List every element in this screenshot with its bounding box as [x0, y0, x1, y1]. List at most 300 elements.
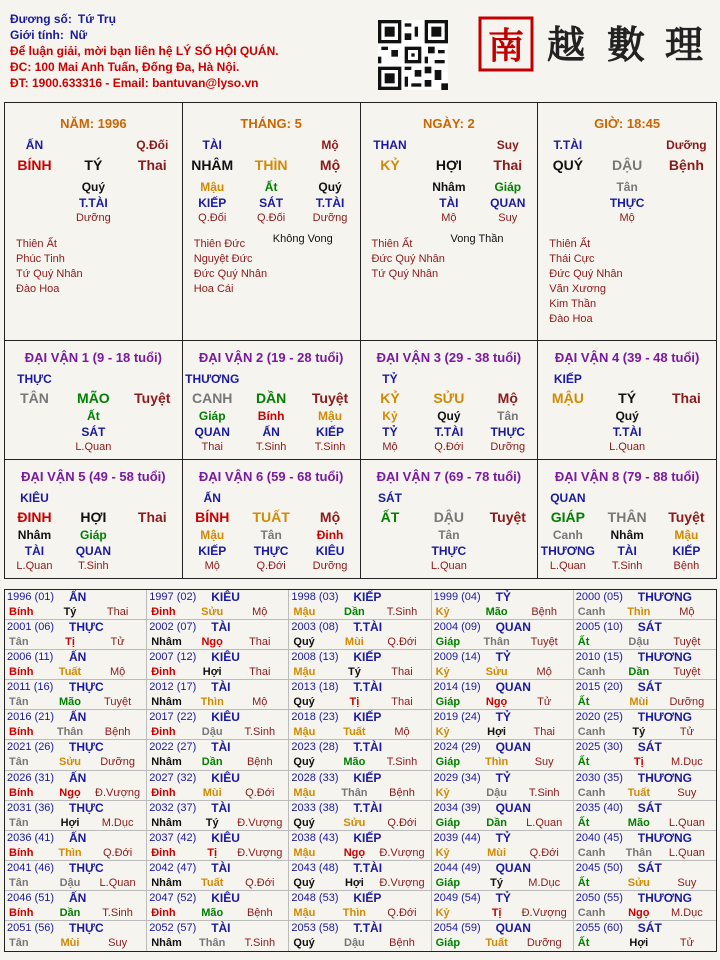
year-phase: Mộ — [109, 666, 126, 679]
year-label: 2022 (27) — [149, 741, 197, 754]
qr-code-icon — [378, 20, 448, 90]
year-stem: Nhâm — [151, 756, 182, 769]
year-label: 2054 (59) — [433, 921, 481, 934]
year-phase: Tuyệt — [673, 666, 701, 679]
year-phase: Đ.Vượng — [521, 906, 567, 919]
pillar-cell: TÀI — [24, 544, 45, 558]
year-label: 2021 (26) — [7, 741, 55, 754]
pillar-row — [5, 559, 182, 573]
stars-list — [361, 237, 538, 282]
year-branch: Sửu — [343, 816, 366, 829]
pillar-cell: THƯƠNG — [185, 372, 240, 386]
year-god: ẤN — [69, 890, 87, 905]
pillar-cell: QUÝ — [552, 157, 584, 173]
year-branch: Tị — [65, 636, 75, 649]
year-cell — [574, 831, 716, 861]
year-god: T.TÀI — [353, 800, 383, 815]
year-stem: Mậu — [293, 906, 316, 919]
year-stem: Nhâm — [151, 696, 182, 709]
pillar-row — [183, 155, 360, 175]
pillar-cell: DẬU — [611, 157, 643, 173]
year-cell — [147, 620, 289, 650]
year-god: TÀI — [211, 860, 231, 875]
year-label: 2005 (10) — [575, 621, 623, 634]
year-god: KIẾP — [353, 590, 382, 604]
dai-van-title: ĐẠI VẬN 8 (79 - 88 tuổi) — [554, 469, 700, 484]
year-cell — [432, 831, 574, 861]
void-star: Không Vong — [272, 233, 333, 245]
year-phase: Thai — [106, 606, 129, 618]
year-god: TỶ — [495, 710, 511, 725]
year-branch: Dậu — [201, 726, 223, 739]
pillar-row — [183, 543, 360, 559]
year-cell — [5, 740, 147, 770]
year-cell — [5, 801, 147, 831]
year-god: THƯƠNG — [637, 770, 692, 785]
year-phase: Đ.Vượng — [237, 816, 283, 829]
pillar-cell: THỰC — [17, 372, 52, 386]
year-cell — [289, 650, 431, 680]
pillar-row — [538, 137, 716, 153]
pillar-row — [5, 195, 182, 211]
year-stem: Nhâm — [151, 876, 182, 889]
year-label: 2048 (53) — [291, 891, 339, 904]
year-branch: Tị — [349, 696, 360, 709]
year-cell — [432, 921, 574, 951]
year-god: KIẾP — [353, 710, 382, 725]
pillar-cell: BÍNH — [17, 157, 52, 173]
stars-list — [183, 237, 360, 297]
pillar-cell — [64, 490, 123, 506]
year-phase: Đ.Vượng — [379, 876, 425, 889]
year-stem: Ất — [577, 756, 590, 769]
star-item: Thiên Đức — [193, 238, 246, 250]
year-god: T.TÀI — [353, 620, 383, 635]
year-stem: Giáp — [435, 696, 461, 709]
year-stem: Giáp — [435, 816, 461, 829]
pillar-cell — [123, 559, 182, 573]
logo-char-2: 越 — [546, 22, 586, 67]
pillar-cell: NHÂM — [191, 157, 234, 173]
pillar-cell: GIÁP — [550, 509, 585, 525]
year-branch: Mão — [485, 606, 508, 618]
year-god: TÀI — [211, 800, 231, 815]
pillar-cell — [657, 408, 716, 424]
pillar-row — [5, 408, 182, 424]
year-stem: Đinh — [151, 606, 176, 618]
pillar-cell — [478, 543, 537, 559]
pillar-row — [538, 440, 716, 454]
pillar-cell: KIẾP — [672, 544, 701, 558]
year-branch: Tý — [347, 666, 361, 679]
year-phase: Mộ — [536, 666, 552, 679]
year-branch: Dần — [201, 756, 223, 769]
year-cell — [432, 710, 574, 740]
year-branch: Thìn — [342, 906, 366, 919]
pillar-cell: Mộ — [319, 509, 341, 525]
pillar-cell: TÝ — [84, 157, 103, 173]
year-god: ẤN — [69, 590, 87, 604]
pillar-row — [183, 211, 360, 225]
pillar-cell: Mậu — [200, 180, 225, 194]
year-branch: Dậu — [344, 936, 365, 949]
dai-van-title: ĐẠI VẬN 1 (9 - 18 tuổi) — [24, 350, 162, 365]
year-god: THỰC — [69, 920, 104, 935]
pillar-cell — [361, 211, 420, 225]
year-stem: Quý — [293, 636, 315, 649]
pillar-cell: HỢI — [435, 157, 462, 173]
year-god: KIẾP — [353, 650, 382, 665]
year-god: QUAN — [495, 860, 531, 875]
pillar-cell: Nhâm — [432, 180, 466, 194]
year-label: 2034 (39) — [433, 801, 481, 814]
year-label: 2049 (54) — [433, 891, 481, 904]
year-stem: Tân — [9, 816, 29, 829]
pillar-row — [361, 179, 538, 195]
year-stem: Nhâm — [151, 636, 182, 649]
pillar-row — [5, 490, 182, 506]
pillar-cell — [242, 371, 301, 387]
year-cell — [574, 861, 716, 891]
pillar-row — [538, 388, 716, 408]
year-label: 2047 (52) — [149, 891, 197, 904]
pillar-row — [183, 527, 360, 543]
dai-van-4 — [538, 341, 716, 460]
pillar-row — [538, 527, 716, 543]
year-phase: Thai — [391, 696, 413, 709]
pillar-cell: MÃO — [77, 390, 110, 406]
year-phase: Đ.Vượng — [237, 846, 283, 859]
pillar-cell: SÁT — [259, 196, 284, 210]
pillar-row — [5, 371, 182, 387]
year-cell — [574, 650, 716, 680]
year-cell — [432, 590, 574, 620]
pillar-cell: Kỷ — [382, 409, 398, 423]
year-label: 2051 (56) — [7, 921, 55, 934]
year-branch: Mùi — [60, 936, 80, 949]
pillar-4 — [538, 103, 716, 341]
duong-so-label: Đương số: — [10, 12, 72, 26]
dai-van-5 — [5, 460, 183, 578]
year-cell — [574, 771, 716, 801]
pillar-cell — [538, 424, 597, 440]
year-phase: Suy — [108, 936, 128, 949]
pillar-3 — [361, 103, 539, 341]
pillar-row — [361, 559, 538, 573]
year-phase: L.Quan — [668, 846, 705, 859]
pillar-cell — [361, 543, 420, 559]
year-god: TỶ — [495, 830, 511, 845]
star-item: Nguyệt Đức — [193, 253, 253, 265]
pillar-cell: Thai — [137, 157, 167, 173]
dai-van-3 — [361, 341, 539, 460]
year-phase: Suy — [677, 786, 697, 799]
year-phase: Đ.Vượng — [95, 786, 141, 799]
year-stem: Kỷ — [435, 846, 450, 859]
year-label: 2036 (41) — [7, 831, 55, 844]
pillar-cell: KIÊU — [315, 544, 345, 558]
pillar-cell — [419, 490, 478, 506]
logo-char-1: 南 — [487, 25, 525, 67]
year-stem: Mậu — [293, 726, 316, 739]
pillar-cell — [123, 371, 182, 387]
pillar-cell — [123, 543, 182, 559]
pillar-cell — [361, 195, 420, 211]
year-phase: Bệnh — [246, 906, 273, 919]
year-phase: Suy — [534, 756, 554, 769]
pillar-cell — [361, 527, 420, 543]
pillar-row — [538, 507, 716, 527]
year-phase: L.Quan — [99, 876, 136, 889]
year-label: 2026 (31) — [7, 771, 55, 784]
year-cell — [147, 861, 289, 891]
year-branch: Dần — [628, 666, 650, 679]
year-cell — [574, 680, 716, 710]
void-star: Vong Thần — [450, 233, 504, 245]
year-label: 2007 (12) — [149, 651, 197, 664]
pillar-cell — [5, 408, 64, 424]
year-branch: Dần — [344, 606, 365, 618]
year-phase: Mộ — [252, 696, 268, 709]
pillar-cell — [5, 195, 64, 211]
year-branch: Hợi — [629, 936, 649, 949]
year-cell — [432, 771, 574, 801]
year-branch: Hợi — [344, 876, 364, 889]
year-branch: Tuất — [200, 876, 224, 889]
year-branch: Sửu — [627, 876, 650, 889]
pillar-cell: THỰC — [609, 196, 645, 210]
year-phase: Thai — [533, 726, 555, 739]
pillar-cell: T.Sinh — [78, 560, 109, 572]
dai-van-title: ĐẠI VẬN 5 (49 - 58 tuổi) — [21, 469, 166, 484]
year-stem: Giáp — [435, 876, 461, 889]
pillar-cell — [419, 371, 478, 387]
pillar-cell: TỶ — [382, 372, 398, 386]
pillar-cell: Dưỡng — [490, 441, 526, 453]
year-branch: Mão — [627, 816, 650, 829]
year-phase: Q.Đới — [387, 906, 417, 919]
pillar-cell — [657, 490, 716, 506]
year-god: KIÊU — [211, 650, 240, 665]
year-branch: Tị — [491, 906, 502, 919]
pillar-cell: ẤN — [262, 425, 280, 439]
year-label: 2055 (60) — [575, 921, 623, 934]
dai-van-2 — [183, 341, 361, 460]
year-phase: T.Sinh — [528, 786, 560, 799]
pillar-row — [538, 543, 716, 559]
pillar-cell: TÀI — [617, 544, 637, 558]
year-phase: Mộ — [394, 726, 410, 739]
pillar-cell — [538, 211, 597, 225]
pillar-row — [538, 408, 716, 424]
year-stem: Đinh — [151, 666, 176, 679]
year-god: QUAN — [495, 920, 531, 935]
year-phase: Đ.Vượng — [379, 846, 425, 859]
pillar-cell — [123, 490, 182, 506]
pillar-cell: Tuyệt — [134, 390, 171, 406]
year-label: 2004 (09) — [433, 621, 481, 634]
pillar-cell: Quý — [81, 180, 106, 194]
year-branch: Tý — [490, 876, 504, 889]
year-phase: Tử — [110, 636, 125, 649]
year-god: ẤN — [69, 830, 87, 845]
year-phase: Mộ — [252, 606, 268, 618]
star-item: Đức Quý Nhân — [549, 268, 623, 280]
pillar-cell: TỶ — [382, 425, 398, 439]
dai-van-title: ĐẠI VẬN 3 (29 - 38 tuổi) — [376, 350, 522, 365]
pillar-2 — [183, 103, 361, 341]
year-phase: Thai — [249, 636, 271, 649]
pillar-row — [538, 195, 716, 211]
year-branch: Tý — [632, 726, 646, 739]
year-stem: Bính — [9, 606, 34, 618]
year-label: 2031 (36) — [7, 801, 55, 814]
year-cell — [5, 680, 147, 710]
year-phase: Tử — [679, 726, 694, 739]
year-god: KIÊU — [211, 890, 240, 905]
year-god: THƯƠNG — [637, 830, 692, 845]
pillar-cell: Q.Đối — [257, 212, 286, 224]
year-branch: Ngọ — [485, 696, 508, 709]
year-cell — [574, 740, 716, 770]
year-god: TÀI — [211, 740, 231, 755]
year-branch: Sửu — [485, 666, 508, 679]
year-stem: Canh — [577, 666, 606, 679]
pillar-row — [5, 527, 182, 543]
year-branch: Thân — [483, 636, 510, 649]
pillar-row — [361, 211, 538, 225]
pillar-cell — [478, 527, 537, 543]
year-phase: Mộ — [679, 606, 695, 618]
year-label: 2052 (57) — [149, 921, 197, 934]
pillar-cell: THỰC — [431, 544, 467, 558]
pillar-row — [361, 371, 538, 387]
year-phase: Q.Đới — [102, 846, 133, 859]
pillar-cell: Mậu — [200, 528, 225, 542]
year-phase: Dưỡng — [526, 936, 562, 949]
pillar-cell — [657, 195, 716, 211]
year-label: 2041 (46) — [7, 861, 55, 874]
year-cell — [147, 801, 289, 831]
pillar-cell: KIẾP — [198, 544, 227, 558]
pillar-cell: Mộ — [204, 560, 220, 572]
pillar-cell: L.Quan — [75, 441, 112, 453]
pillar-cell: Ất — [87, 409, 100, 423]
pillar-cell: Tuyệt — [668, 509, 705, 525]
year-label: 2009 (14) — [433, 651, 481, 664]
pillar-row — [5, 179, 182, 195]
year-phase: L.Quan — [668, 816, 705, 829]
year-stem: Canh — [577, 846, 606, 859]
year-branch: Dần — [486, 816, 507, 829]
pillar-cell: L.Quan — [549, 560, 586, 572]
star-item: Đức Quý Nhân — [371, 253, 445, 265]
pillar-cell — [598, 371, 657, 387]
pillar-row — [538, 155, 716, 175]
star-item: Phúc Tinh — [16, 253, 65, 265]
year-label: 2000 (05) — [575, 591, 623, 603]
pillar-cell: TÀI — [439, 196, 459, 210]
year-cell — [432, 620, 574, 650]
year-stem: Bính — [9, 666, 34, 679]
pillar-cell — [242, 137, 301, 153]
year-phase: T.Sinh — [244, 726, 276, 739]
year-stem: Đinh — [151, 846, 176, 859]
year-label: 2030 (35) — [575, 771, 623, 784]
pillar-cell: Quý — [318, 180, 342, 194]
year-cell — [147, 831, 289, 861]
pillar-cell: Q.Đới — [256, 560, 286, 572]
year-god: SÁT — [637, 860, 662, 875]
year-god: SÁT — [637, 800, 662, 815]
pillar-row — [361, 527, 538, 543]
year-branch: Tuất — [343, 726, 366, 739]
year-god: TỶ — [495, 890, 511, 905]
year-label: 2017 (22) — [149, 711, 197, 724]
pillar-cell: HỢI — [80, 509, 107, 525]
year-god: TỶ — [495, 770, 511, 785]
pillar-row — [538, 559, 716, 573]
pillar-cell — [5, 424, 64, 440]
year-stem: Kỷ — [435, 666, 450, 679]
year-cell — [574, 710, 716, 740]
year-stem: Ất — [577, 816, 590, 829]
pillar-cell: Mộ — [382, 441, 398, 453]
year-phase: T.Sinh — [102, 906, 133, 919]
brand-logo — [478, 12, 714, 74]
year-god: KIÊU — [211, 770, 240, 785]
year-stem: Ất — [577, 636, 590, 649]
stars-list — [5, 237, 182, 297]
year-phase: Q.Đới — [387, 816, 417, 829]
year-phase: Q.Đới — [529, 846, 559, 859]
year-god: ẤN — [69, 770, 87, 785]
year-branch: Thân — [625, 846, 652, 859]
pillar-cell: Tân — [260, 528, 282, 542]
year-stem: Kỷ — [435, 906, 450, 919]
pillar-cell: THỰC — [253, 544, 289, 558]
year-phase: Tuyệt — [104, 696, 132, 709]
year-label: 2019 (24) — [433, 711, 481, 724]
year-god: TÀI — [211, 680, 231, 695]
year-god: SÁT — [637, 920, 662, 935]
year-branch: Dậu — [486, 786, 507, 799]
year-branch: Mùi — [344, 636, 364, 649]
pillar-cell: T.Sinh — [314, 441, 346, 453]
star-item: Hoa Cái — [193, 283, 234, 295]
year-god: T.TÀI — [353, 860, 383, 875]
pillar-cell: Quý — [437, 409, 461, 423]
pillar-cell — [361, 179, 420, 195]
year-branch: Sửu — [58, 756, 82, 769]
year-branch: Thân — [56, 726, 84, 739]
pillar-cell: KIÊU — [20, 491, 49, 505]
year-cell — [147, 740, 289, 770]
pillar-cell: Thai — [137, 509, 167, 525]
pillar-cell: T.TÀI — [79, 196, 108, 210]
year-god: KIÊU — [211, 590, 240, 604]
pillar-cell — [123, 440, 182, 454]
pillar-cell — [64, 371, 123, 387]
year-branch: Hợi — [60, 816, 80, 829]
pillar-cell: TÝ — [618, 390, 637, 406]
pillar-cell: THƯƠNG — [540, 544, 595, 558]
pillar-title: NGÀY: 2 — [422, 116, 475, 131]
year-god: TỶ — [495, 650, 511, 665]
year-stem: Đinh — [151, 726, 176, 739]
pillar-cell: Dưỡng — [312, 212, 348, 224]
year-branch: Mùi — [629, 696, 649, 709]
